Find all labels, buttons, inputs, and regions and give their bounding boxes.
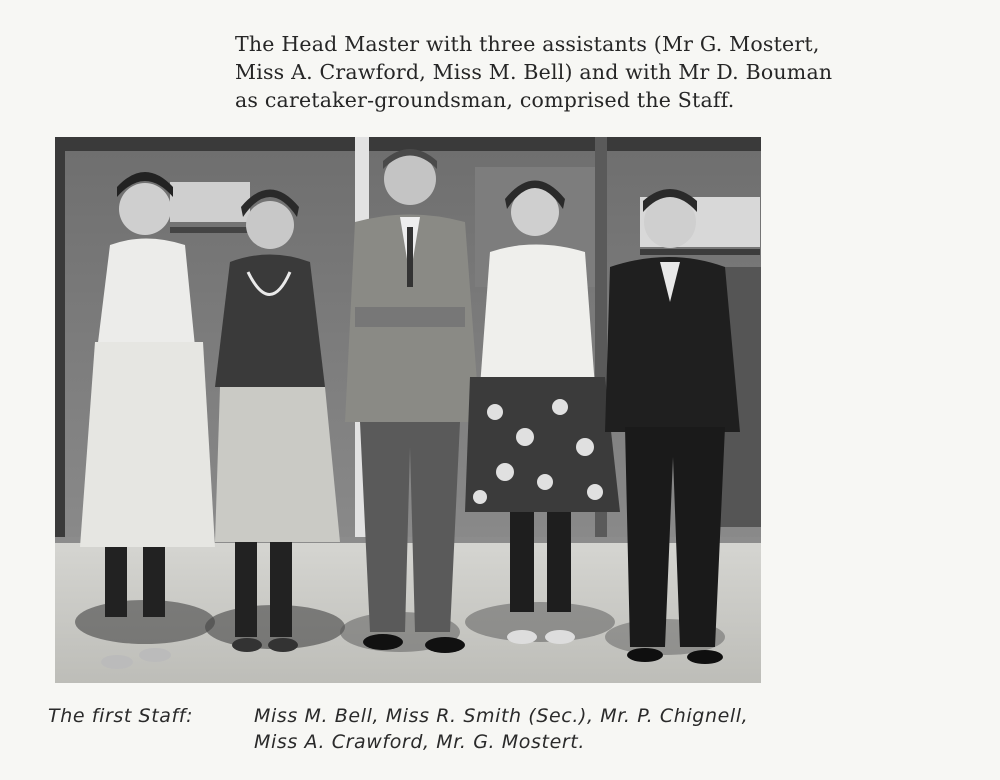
group-photo-icon — [55, 137, 761, 683]
intro-line-3: as caretaker-groundsman, comprised the Staff. — [235, 88, 735, 112]
caption-lead: The first Staff: — [48, 705, 194, 727]
caption-line-2: Miss A. Crawford, Mr. G. Mostert. — [254, 731, 585, 753]
intro-line-2: Miss A. Crawford, Miss M. Bell) and with Mr D. Bouman — [235, 60, 833, 84]
intro-paragraph — [235, 30, 975, 114]
caption-names — [254, 703, 748, 755]
staff-group-photo — [55, 137, 761, 683]
intro-line-1: The Head Master with three assistants (Mr G. Mostert, — [235, 32, 820, 56]
caption-line-1: Miss M. Bell, Miss R. Smith (Sec.), Mr. P. Chignell, — [254, 705, 749, 727]
